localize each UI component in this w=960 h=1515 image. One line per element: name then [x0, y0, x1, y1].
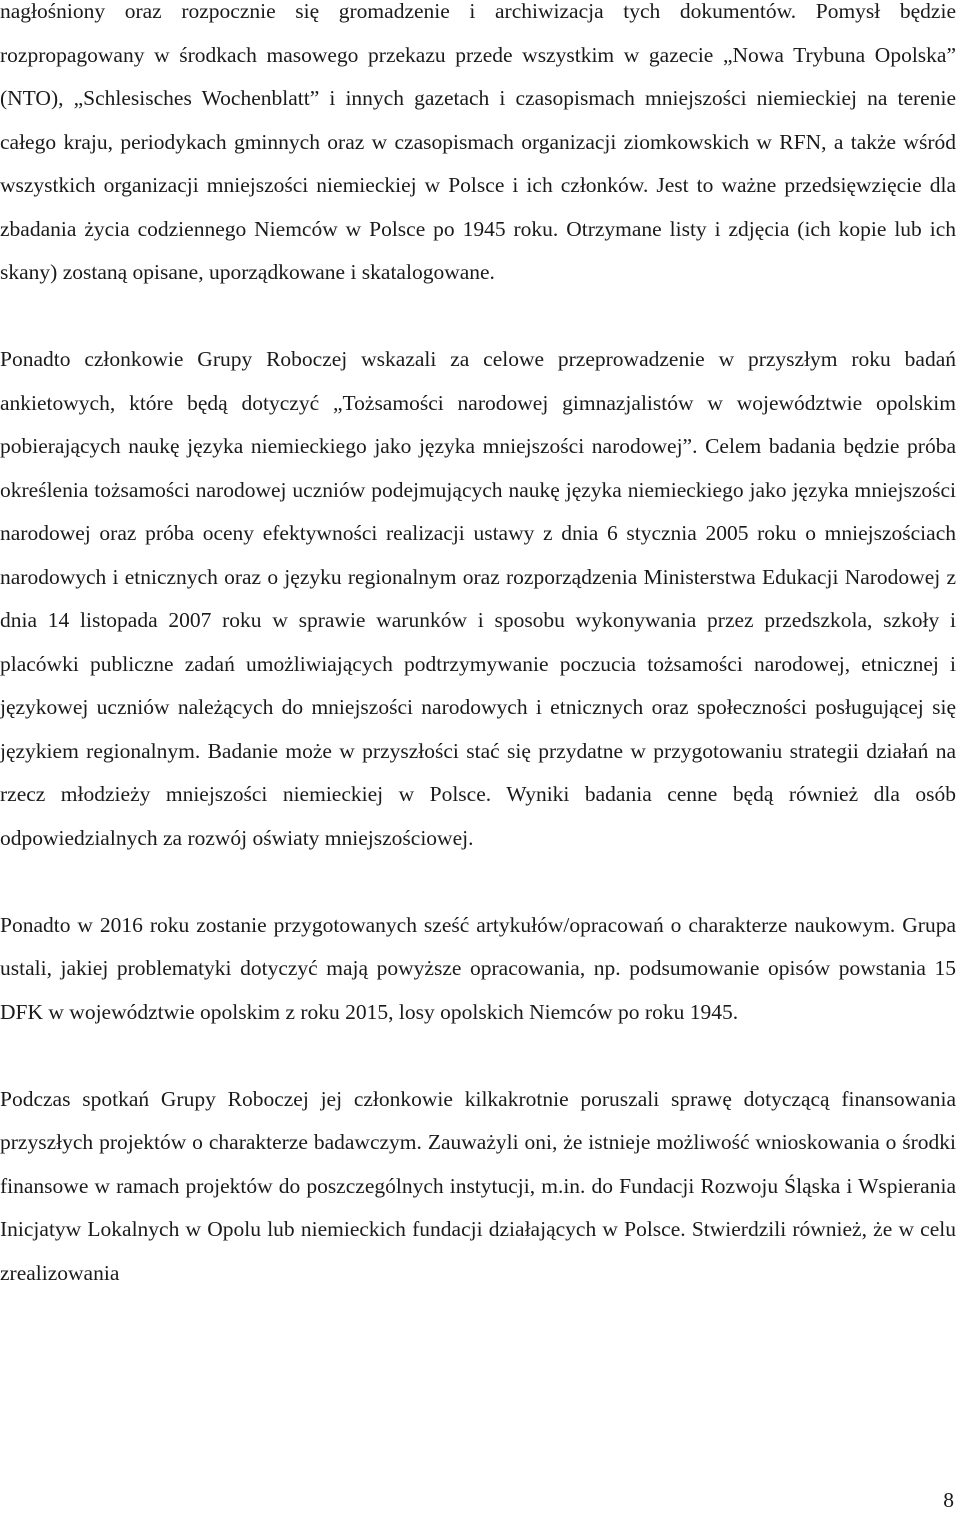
page-number: 8	[943, 1488, 954, 1512]
paragraph-3: Ponadto w 2016 roku zostanie przygotowanych sześć artykułów/opracowań o charakterze naukowym. Grupa ustali, jakiej problematyki dotyczyć mają powyższe opracowania, np. podsumowanie opisów powstania 15 DFK w województwie opolskim z roku 2015, losy opolskich Niemców po roku 1945.	[0, 912, 956, 1024]
paragraph-4: Podczas spotkań Grupy Roboczej jej członkowie kilkakrotnie poruszali sprawę dotyczącą finansowania przyszłych projektów o charakterze badawczym. Zauważyli oni, że istnieje możliwość wnioskowania o środki finansowe w ramach projektów do poszczególnych instytucji, m.in. do Fundacji Rozwoju Śląska i Wspierania Inicjatyw Lokalnych w Opolu lub niemieckich fundacji działających w Polsce. Stwierdzili również, że w celu zrealizowania	[0, 1086, 956, 1285]
paragraph-gap	[0, 1034, 956, 1078]
paragraph-2: Ponadto członkowie Grupy Roboczej wskazali za celowe przeprowadzenie w przyszłym roku badań ankietowych, które będą dotyczyć „Tożsamości narodowej gimnazjalistów w województwie opolskim pobierających naukę języka niemieckiego jako języka mniejszości narodowej”. Celem badania będzie próba określenia tożsamości narodowej uczniów podejmujących naukę języka niemieckiego jako języka mniejszości narodowej oraz próba oceny efektywności realizacji ustawy z dnia 6 stycznia 2005 roku o mniejszościach narodowych i etnicznych oraz o języku regionalnym oraz rozporządzenia Ministerstwa Edukacji Narodowej z dnia 14 listopada 2007 roku w sprawie warunków i sposobu wykonywania przez przedszkola, szkoły i placówki publiczne zadań umożliwiających podtrzymywanie poczucia tożsamości narodowej, etnicznej i językowej uczniów należących do mniejszości narodowych i etnicznych oraz społeczności posługującej się językiem regionalnym. Badanie może w przyszłości stać się przydatne w przygotowaniu strategii działań na rzecz młodzieży mniejszości niemieckiej w Polsce. Wyniki badania cenne będą również dla osób odpowiedzialnych za rozwój oświaty mniejszościowej.	[0, 347, 956, 850]
paragraph-1: nagłośniony oraz rozpocznie się gromadzenie i archiwizacja tych dokumentów. Pomysł będzie rozpropagowany w środkach masowego przekazu przede wszystkim w gazecie „Nowa Trybuna Opolska” (NTO), „Schlesisches Wochenblatt” i innych gazetach i czasopismach mniejszości niemieckiej na terenie całego kraju, periodykach gminnych oraz w czasopismach organizacji ziomkowskich w RFN, a także wśród wszystkich organizacji mniejszości niemieckiej w Polsce i ich członków. Jest to ważne przedsięwzięcie dla zbadania życia codziennego Niemców w Polsce po 1945 roku. Otrzymane listy i zdjęcia (ich kopie lub ich skany) zostaną opisane, uporządkowane i skatalogowane.	[0, 0, 956, 284]
paragraph-gap	[0, 860, 956, 904]
paragraph-gap	[0, 295, 956, 339]
